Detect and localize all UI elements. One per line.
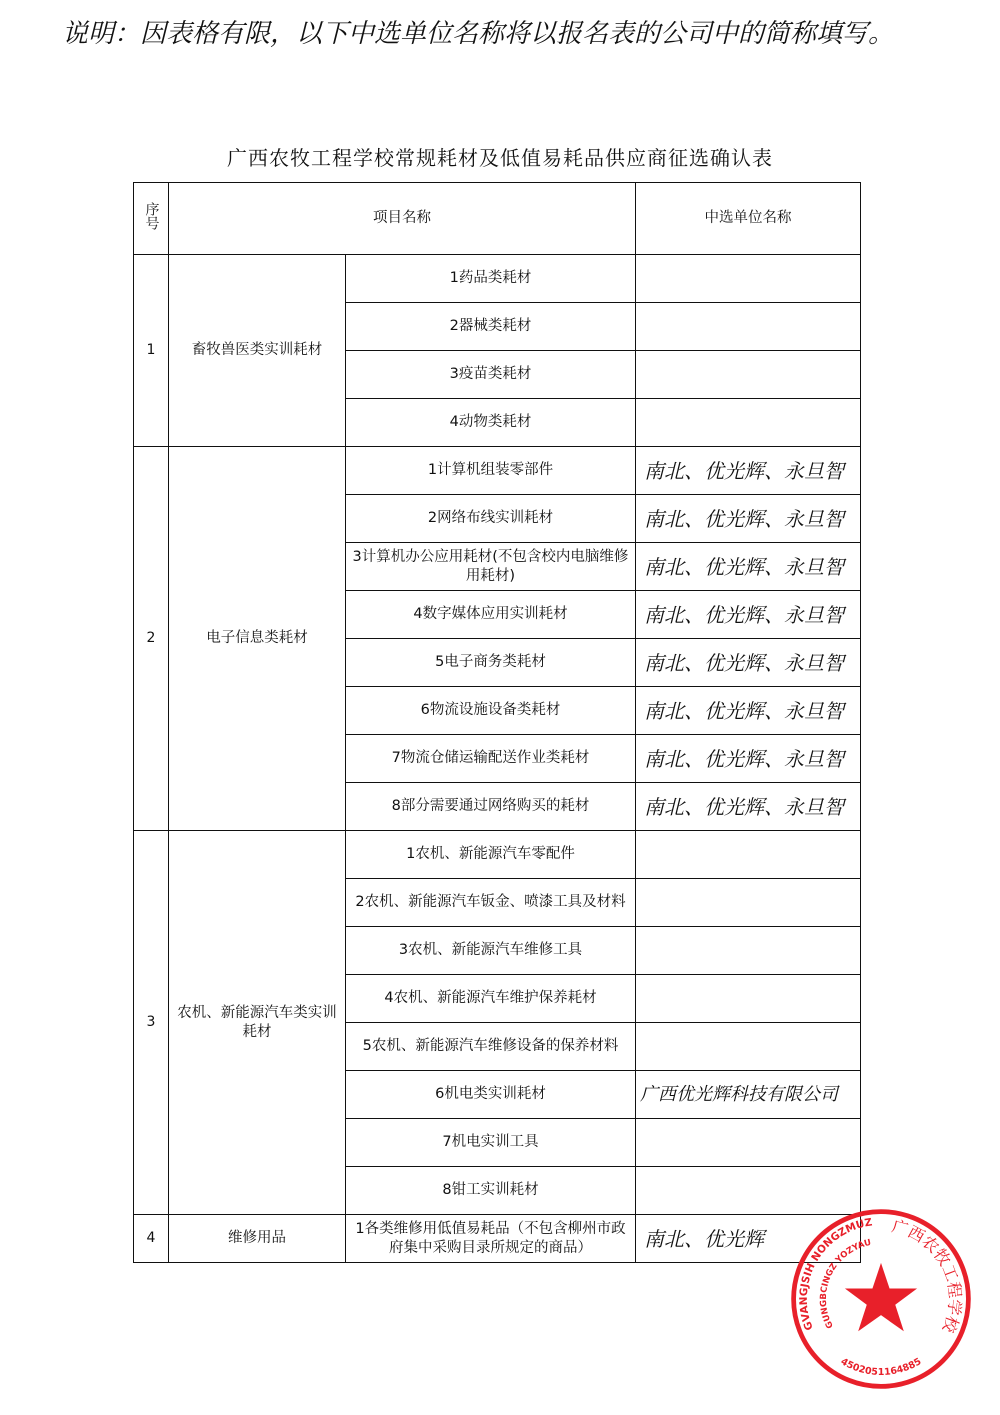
svg-text:4502051164885: 4502051164885	[838, 1356, 924, 1378]
winner-cell	[636, 927, 861, 975]
winner-cell: 南北、优光辉、永旦智	[636, 735, 861, 783]
item-name-cell: 4动物类耗材	[346, 399, 636, 447]
svg-text:GVANGJSIH NONGZMUZ: GVANGJSIH NONGZMUZ	[797, 1216, 874, 1332]
winner-cell: 南北、优光辉、永旦智	[636, 783, 861, 831]
document-title: 广西农牧工程学校常规耗材及低值易耗品供应商征选确认表	[227, 146, 773, 170]
winner-cell	[636, 399, 861, 447]
item-name-cell: 7机电实训工具	[346, 1119, 636, 1167]
item-name-cell: 2网络布线实训耗材	[346, 495, 636, 543]
table-header	[134, 183, 861, 255]
table-row	[134, 447, 861, 495]
header-winner: 中选单位名称	[636, 183, 861, 255]
item-name-cell: 5电子商务类耗材	[346, 639, 636, 687]
category-cell: 畜牧兽医类实训耗材	[169, 255, 346, 447]
seal-star-icon	[845, 1263, 917, 1331]
table-row	[134, 1215, 861, 1263]
header-seq	[134, 183, 169, 255]
seq-cell: 2	[134, 447, 169, 831]
item-name-cell: 2农机、新能源汽车钣金、喷漆工具及材料	[346, 879, 636, 927]
seq-cell: 3	[134, 831, 169, 1215]
item-name-cell: 4数字媒体应用实训耗材	[346, 591, 636, 639]
winner-cell	[636, 1119, 861, 1167]
item-name-cell: 3疫苗类耗材	[346, 351, 636, 399]
svg-text:GUNGBCINGZ YOZYAU: GUNGBCINGZ YOZYAU	[818, 1237, 873, 1330]
item-name-cell: 7物流仓储运输配送作业类耗材	[346, 735, 636, 783]
item-name-cell: 1计算机组装零部件	[346, 447, 636, 495]
winner-cell	[636, 351, 861, 399]
supplier-table	[133, 182, 861, 1263]
winner-cell: 南北、优光辉、永旦智	[636, 639, 861, 687]
item-name-cell: 8部分需要通过网络购买的耗材	[346, 783, 636, 831]
table-row	[134, 255, 861, 303]
winner-cell: 广西优光辉科技有限公司	[636, 1071, 861, 1119]
header-seq-label: 序号	[143, 201, 160, 230]
item-name-cell: 1各类维修用低值易耗品（不包含柳州市政府集中采购目录所规定的商品）	[346, 1215, 636, 1263]
header-item: 项目名称	[169, 183, 636, 255]
official-seal	[786, 1204, 976, 1394]
handwritten-note: 说明：因表格有限，以下中选单位名称将以报名表的公司中的简称填写。	[62, 19, 895, 49]
seq-cell: 1	[134, 255, 169, 447]
item-name-cell: 5农机、新能源汽车维修设备的保养材料	[346, 1023, 636, 1071]
winner-cell	[636, 1023, 861, 1071]
seq-cell: 4	[134, 1215, 169, 1263]
item-name-cell: 3计算机办公应用耗材(不包含校内电脑维修用耗材)	[346, 543, 636, 591]
category-cell: 电子信息类耗材	[169, 447, 346, 831]
winner-cell: 南北、优光辉、永旦智	[636, 543, 861, 591]
item-name-cell: 6机电类实训耗材	[346, 1071, 636, 1119]
svg-text:广西农牧工程学校: 广西农牧工程学校	[889, 1216, 965, 1336]
winner-cell	[636, 879, 861, 927]
item-name-cell: 3农机、新能源汽车维修工具	[346, 927, 636, 975]
item-name-cell: 8钳工实训耗材	[346, 1167, 636, 1215]
winner-cell: 南北、优光辉、永旦智	[636, 447, 861, 495]
winner-cell: 南北、优光辉、永旦智	[636, 495, 861, 543]
item-name-cell: 2器械类耗材	[346, 303, 636, 351]
winner-cell	[636, 303, 861, 351]
item-name-cell: 1农机、新能源汽车零配件	[346, 831, 636, 879]
winner-cell: 南北、优光辉	[636, 1215, 861, 1263]
winner-cell: 南北、优光辉、永旦智	[636, 591, 861, 639]
category-cell: 农机、新能源汽车类实训耗材	[169, 831, 346, 1215]
winner-cell	[636, 975, 861, 1023]
winner-cell	[636, 831, 861, 879]
table-row	[134, 831, 861, 879]
winner-cell: 南北、优光辉、永旦智	[636, 687, 861, 735]
item-name-cell: 1药品类耗材	[346, 255, 636, 303]
category-cell: 维修用品	[169, 1215, 346, 1263]
item-name-cell: 6物流设施设备类耗材	[346, 687, 636, 735]
item-name-cell: 4农机、新能源汽车维护保养耗材	[346, 975, 636, 1023]
winner-cell	[636, 255, 861, 303]
